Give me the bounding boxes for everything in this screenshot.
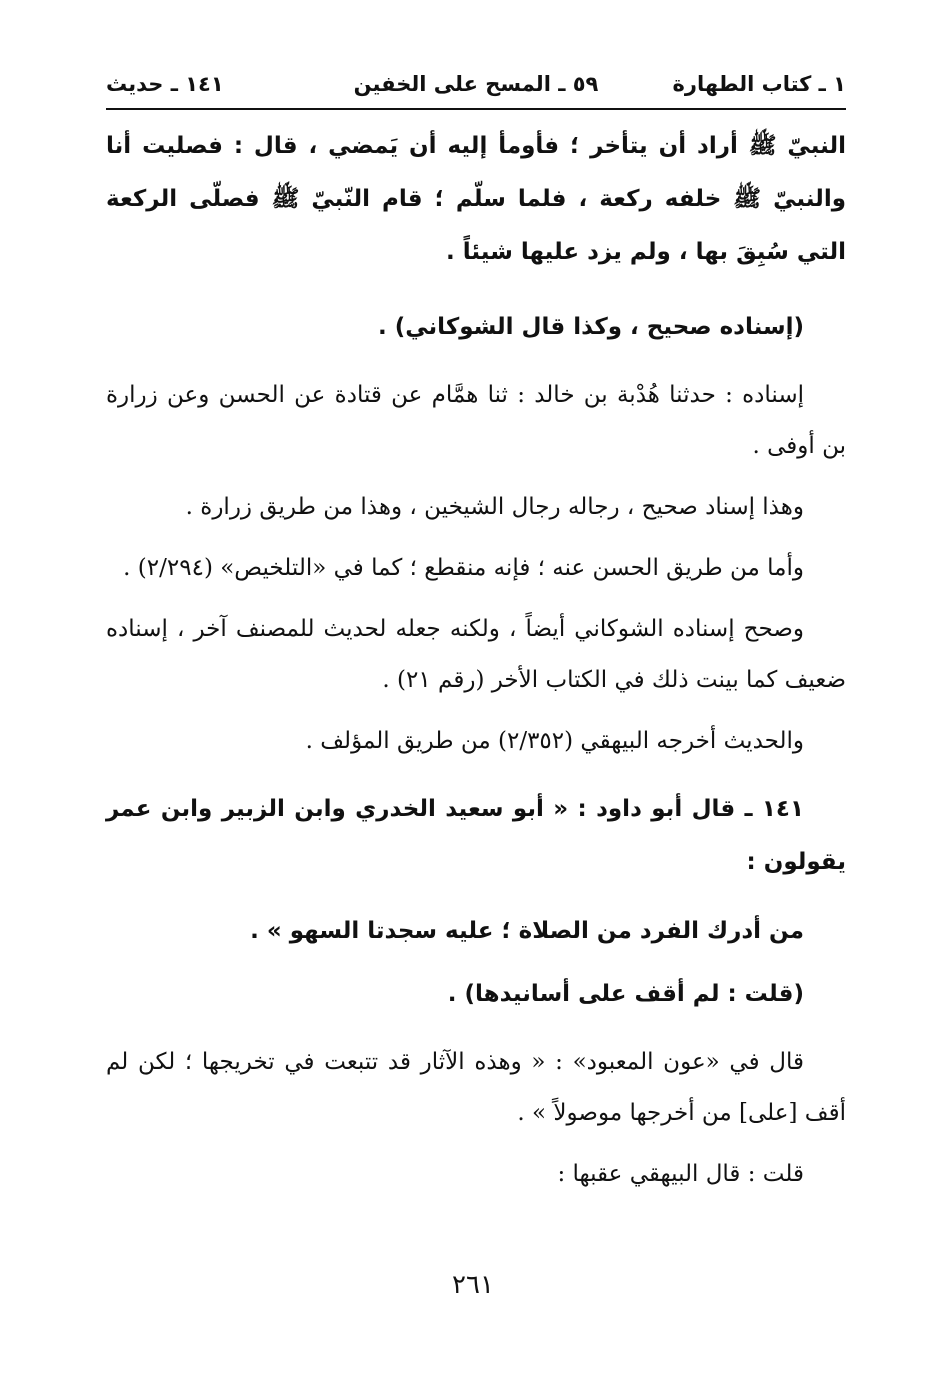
bayhaqi-reference: والحديث أخرجه البيهقي (٢/٣٥٢) من طريق المؤلف . bbox=[305, 728, 804, 754]
shawkani-note: وصحح إسناده الشوكاني أيضاً ، ولكنه جعله لحديث للمصنف آخر ، إسناده ضعيف كما بينت ذلك في الكتاب الأخر (رقم ٢١) . bbox=[106, 616, 846, 693]
grading-note: (إسناده صحيح ، وكذا قال الشوكاني) . bbox=[378, 314, 804, 340]
awn-al-mabud-quote: قال في «عون المعبود» : « وهذه الآثار قد تتبعت في تخريجها ؛ لكن لم أقف [على] من أخرجها موصولاً » . bbox=[106, 1049, 846, 1126]
isnad-paragraph: إسناده : حدثنا هُدْبة بن خالد : ثنا همَّام عن قتادة عن الحسن وعن زرارة بن أوفى . bbox=[106, 382, 846, 459]
isnad-break-note: وأما من طريق الحسن عنه ؛ فإنه منقطع ؛ كما في «التلخيص» (٢/٢٩٤) . bbox=[123, 555, 804, 581]
header-chapter: ١ ـ كتاب الطهارة bbox=[672, 72, 846, 96]
isnad-comment: وهذا إسناد صحيح ، رجاله رجال الشيخين ، وهذا من طريق زرارة . bbox=[185, 494, 804, 520]
hadith-141-text: ١٤١ ـ قال أبو داود : « أبو سعيد الخدري وابن الزبير وابن عمر يقولون : bbox=[106, 796, 846, 875]
page-body bbox=[106, 120, 846, 1200]
header-hadith-number: ١٤١ ـ حديث bbox=[106, 72, 224, 96]
hadith-text-continued: النبيّ ﷺ أراد أن يتأخر ؛ فأومأ إليه أن يَمضي ، قال : فصليت أنا والنبيّ ﷺ خلفه ركعة ، فلما سلّم ؛ قام النّبيّ ﷺ فصلّى الركعة التي سُبِقَ بها ، ولم يزد عليها شيئاً . bbox=[106, 133, 846, 265]
running-header bbox=[106, 62, 846, 106]
header-section: ٥٩ ـ المسح على الخفين bbox=[353, 72, 599, 96]
hadith-141-continuation: من أدرك الفرد من الصلاة ؛ عليه سجدتا السهو » . bbox=[250, 918, 804, 944]
grading-note-141: (قلت : لم أقف على أسانيدها) . bbox=[447, 981, 804, 1007]
page-number: ٢٦١ bbox=[452, 1270, 494, 1300]
header-divider bbox=[106, 108, 846, 110]
bayhaqi-comment-intro: قلت : قال البيهقي عقبها : bbox=[557, 1161, 804, 1187]
